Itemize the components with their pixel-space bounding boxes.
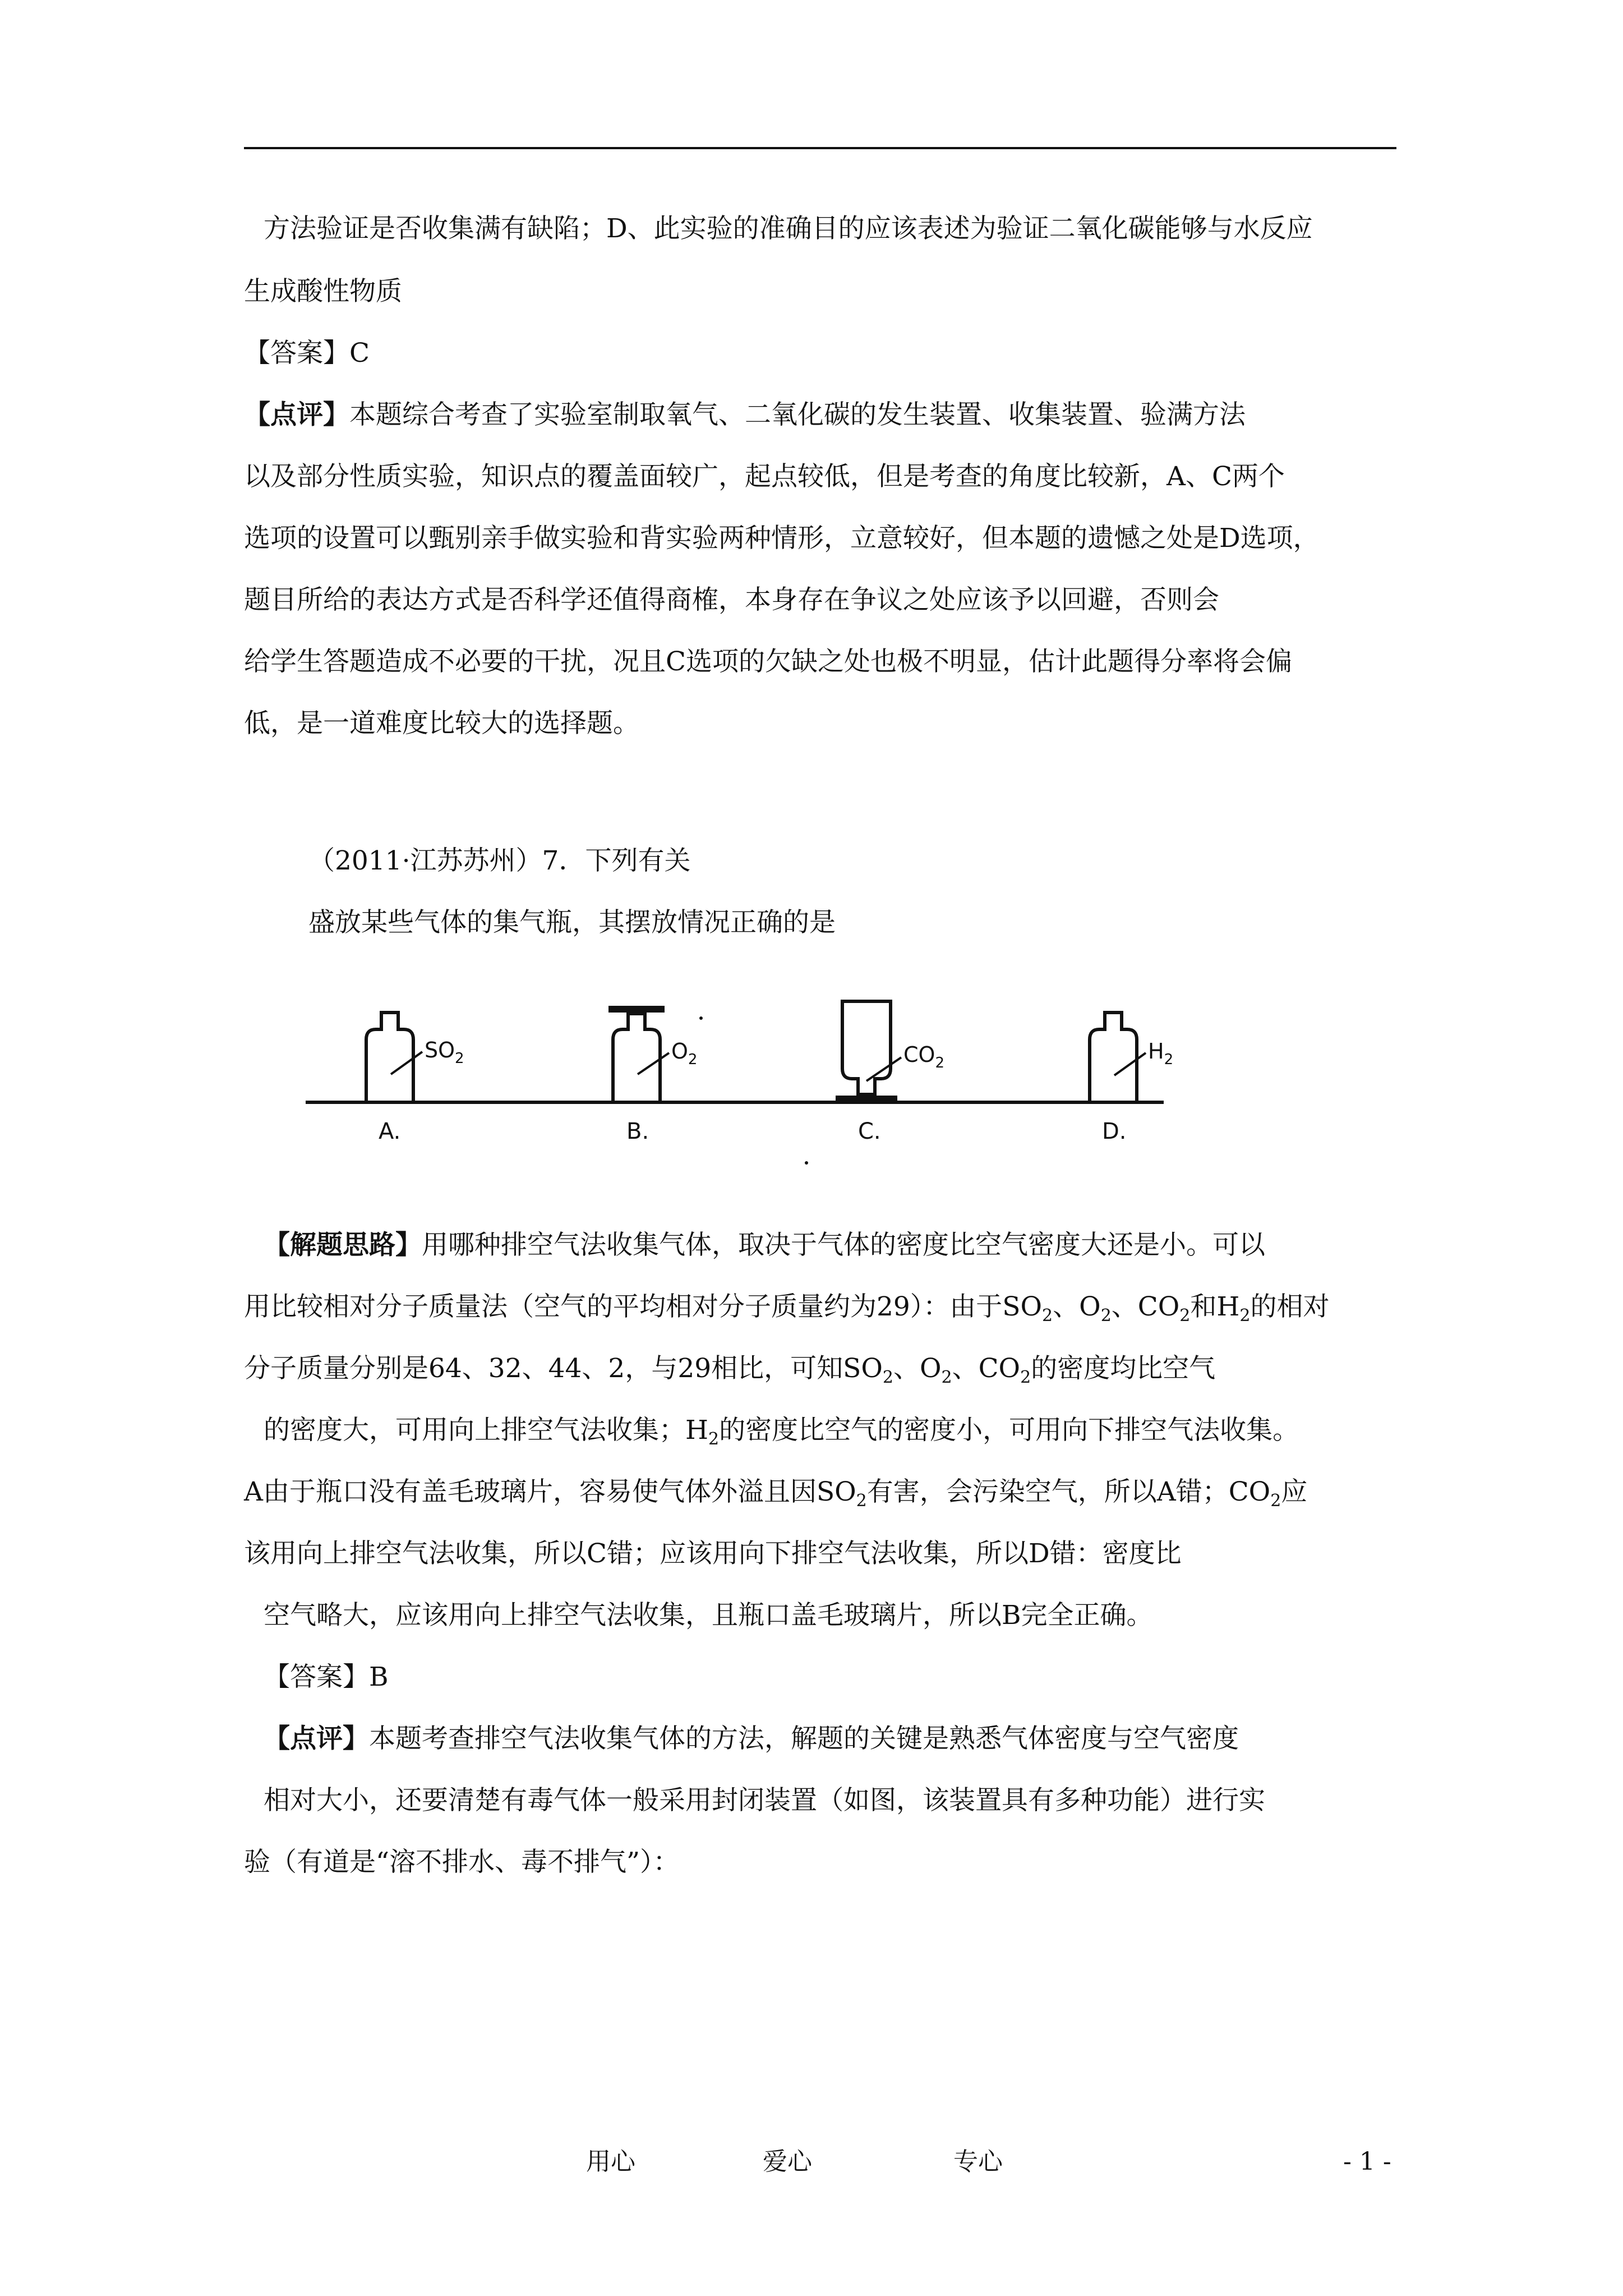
comment-label: 【点评】: [244, 399, 349, 430]
text-line: 题目所给的表达方式是否科学还值得商榷，本身存在争议之处应该予以回避，否则会: [244, 585, 1219, 615]
footer-right: 专心: [953, 2147, 1003, 2176]
solution-line: A由于瓶口没有盖毛玻璃片，容易使气体外溢且因$SO_2$有害，会污染空气，所以A错；$CO_2$应: [244, 1476, 1308, 1511]
option-label-c: C.: [858, 1119, 881, 1144]
option-label-a: A.: [379, 1119, 401, 1144]
bottle-b: [608, 1006, 703, 1144]
solution-line: 用比较相对分子质量法（空气的平均相对分子质量约为29）：由于$SO_2$、$O_2$、$CO_2$和$H_2$的相对: [244, 1291, 1330, 1326]
option-label-d: D.: [1102, 1119, 1127, 1144]
header-rule: [244, 147, 1396, 149]
gas-bottles-figure: [306, 984, 1174, 1192]
solution-line: 该用向上排空气法收集，所以C错；应该用向下排空气法收集，所以D错：密度比: [244, 1538, 1182, 1569]
comment-line: 相对大小，还要清楚有毒气体一般采用封闭装置（如图，该装置具有多种功能）进行实: [264, 1785, 1265, 1816]
comment-label: 【点评】: [264, 1723, 369, 1754]
question-title: （2011·江苏苏州）7．下列有关: [308, 845, 691, 876]
solution-text: 用哪种排空气法收集气体，取决于气体的密度比空气密度大还是小。可以: [422, 1230, 1265, 1260]
bottle-c: [805, 1001, 944, 1165]
footer-middle: 爱心: [763, 2147, 812, 2176]
footer-left: 用心: [586, 2147, 635, 2176]
question-stem: 盛放某些气体的集气瓶，其摆放情况正确的是: [308, 907, 836, 938]
text-line: 低，是一道难度比较大的选择题。: [244, 708, 639, 739]
solution-line: 分子质量分别是64、32、44、2，与29相比，可知$SO_2$、$O_2$、$CO_2$的密度均比空气: [244, 1353, 1216, 1387]
solution-line: [264, 1228, 1265, 1262]
option-label-b: B.: [626, 1119, 649, 1144]
gas-label-b: $O_2$: [671, 1039, 698, 1068]
bottle-d: [1090, 1013, 1173, 1144]
text-line: 选项的设置可以甄别亲手做实验和背实验两种情形，立意较好，但本题的遗憾之处是D选项，: [244, 523, 1320, 554]
glass-plate-b: [608, 1006, 665, 1013]
text-line: 以及部分性质实验，知识点的覆盖面较广，起点较低，但是考查的角度比较新，A、C两个: [244, 461, 1285, 492]
glass-plate-c: [836, 1096, 897, 1102]
text-line: 方法验证是否收集满有缺陷；D、此实验的准确目的应该表述为验证二氧化碳能够与水反应: [264, 213, 1313, 244]
comment-line: 验（有道是“溶不排水、毒不排气”）：: [244, 1847, 680, 1878]
solution-line: 的密度大，可用向上排空气法收集；$H_2$的密度比空气的密度小，可用向下排空气法收集。: [264, 1415, 1299, 1449]
gas-label-a: $SO_2$: [425, 1038, 464, 1067]
text-line: 给学生答题造成不必要的干扰，况且C选项的欠缺之处也极不明显，估计此题得分率将会偏: [244, 646, 1292, 677]
answer-line: 【答案】C: [244, 338, 370, 369]
comment-text: 本题考查排空气法收集气体的方法，解题的关键是熟悉气体密度与空气密度: [369, 1723, 1239, 1754]
comment-line: [244, 398, 1246, 432]
solution-line: 空气略大，应该用向上排空气法收集，且瓶口盖毛玻璃片，所以B完全正确。: [264, 1600, 1153, 1631]
answer-line: 【答案】B: [264, 1662, 389, 1692]
text-line: 生成酸性物质: [244, 276, 402, 307]
solution-label: 【解题思路】: [264, 1230, 422, 1260]
bottle-a: [366, 1013, 464, 1144]
gas-label-c: $CO_2$: [903, 1042, 944, 1071]
gas-label-d: $H_2$: [1148, 1039, 1174, 1068]
comment-text: 本题综合考查了实验室制取氧气、二氧化碳的发生装置、收集装置、验满方法: [349, 399, 1246, 430]
comment-line: [264, 1722, 1239, 1756]
page-number: - 1 -: [1343, 2147, 1391, 2176]
